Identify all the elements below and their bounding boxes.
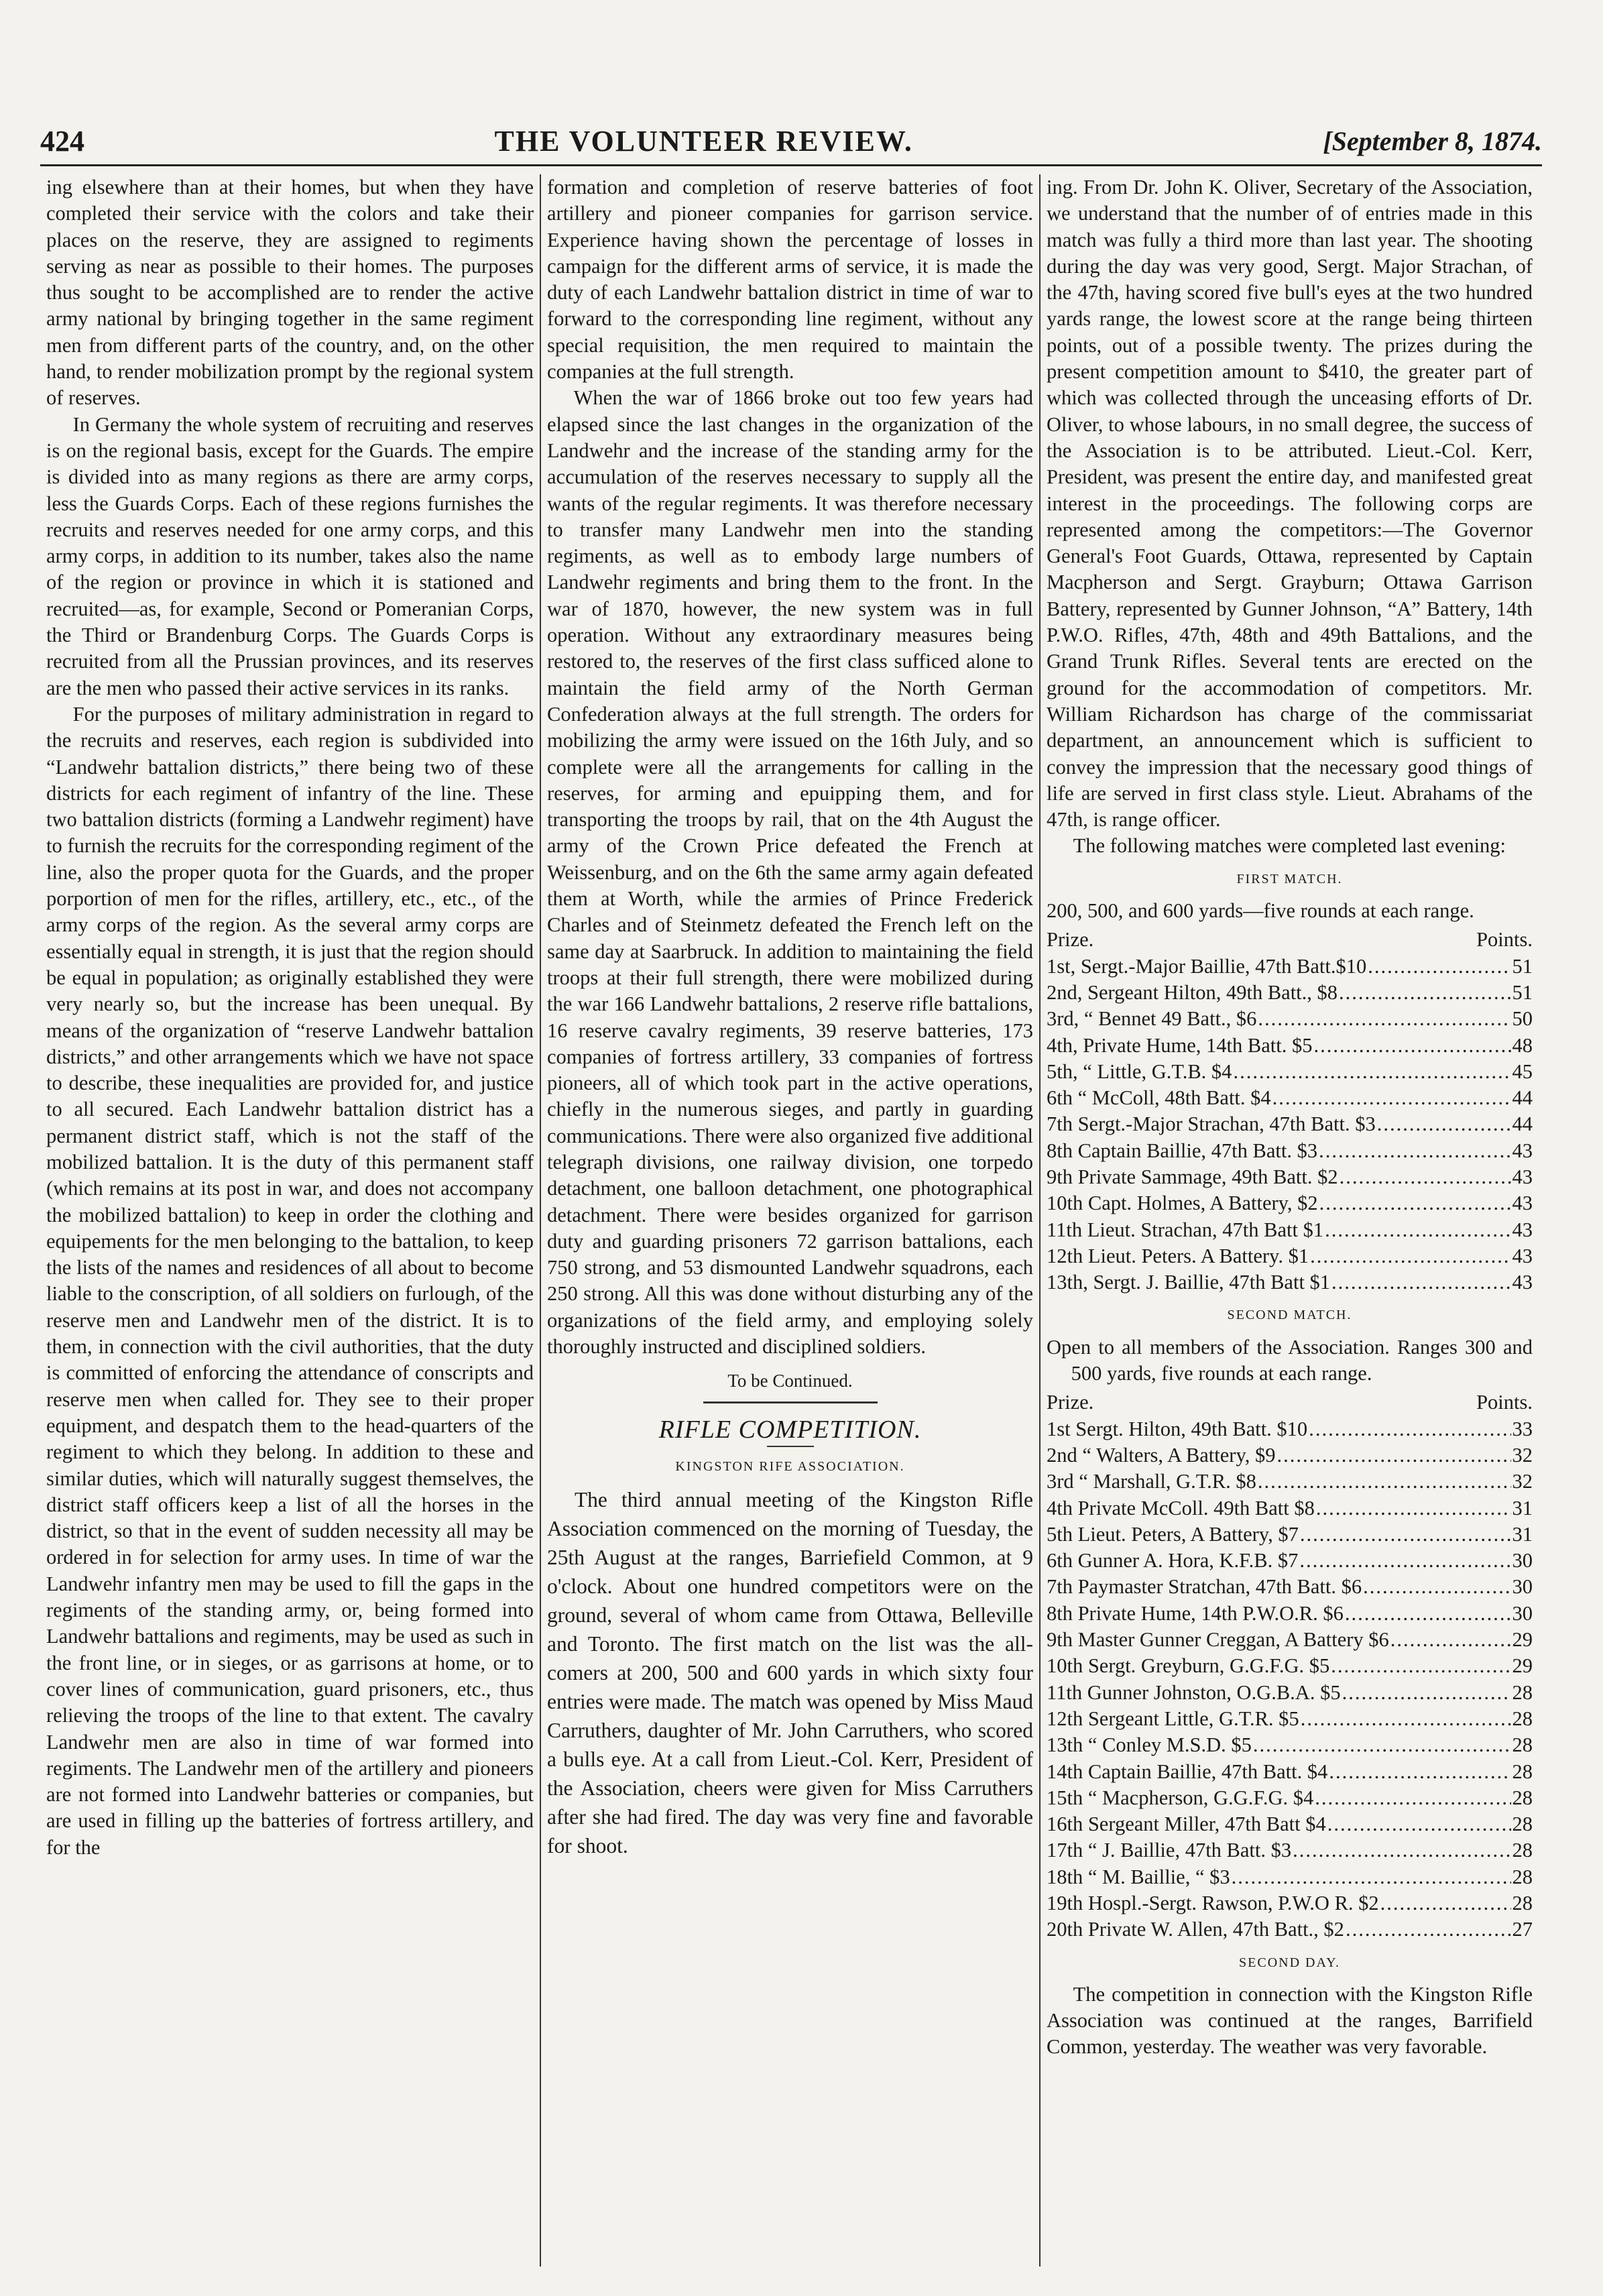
prize-entry: 18th “ M. Baillie, “ $3 [1047, 1865, 1230, 1888]
issue-date: [September 8, 1874. [1323, 125, 1542, 156]
prize-entry: 3rd “ Marshall, G.T.R. $8 [1047, 1470, 1256, 1493]
prize-entry: 10th Capt. Holmes, A Battery, $2 [1047, 1192, 1318, 1215]
to-be-continued: To be Continued. [727, 1371, 853, 1391]
paragraph: ing elsewhere than at their homes, but when they have completed their service with the colors and take their places on the reserve, they are assigned to regiments serving as near as possible to their homes. The purposes thus sought to be accomplished are to render the active army national by bringing together in the same regiment men from different parts of the country, and, on the other hand, to render mobilization prompt by the regional system of reserves. [46, 176, 534, 410]
first-match-prize-list [1047, 954, 1533, 1296]
prize-entry: 13th “ Conley M.S.D. $5 [1047, 1733, 1252, 1757]
prize-points: 30 [1512, 1575, 1533, 1599]
prize-label: Prize. [1047, 1391, 1094, 1414]
prize-points: 43 [1512, 1192, 1533, 1215]
subheading: KINGSTON RIFE ASSOCIATION. [675, 1458, 905, 1474]
prize-points: 28 [1512, 1760, 1533, 1783]
paragraph: formation and completion of reserve batteries of foot artillery and pioneer companies for garrison service. Experience having shown the percentage of losses in campaign for the different arms of service, it is made the duty of each Landwehr battalion district in time of war to forward to the corresponding line regiment, without any special requisition, the men required to maintain the companies at the full strength. [547, 176, 1033, 384]
leader-dots [1390, 1627, 1511, 1653]
prize-entry: 20th Private W. Allen, 47th Batt., $2 [1047, 1918, 1344, 1941]
prize-row [1047, 1190, 1533, 1216]
prize-entry: 12th Sergeant Little, G.T.R. $5 [1047, 1707, 1299, 1730]
column-1 [40, 174, 540, 2266]
prize-row [1047, 1138, 1533, 1164]
prize-row [1047, 1006, 1533, 1032]
prize-entry: 5th, “ Little, G.T.B. $4 [1047, 1059, 1232, 1083]
prize-entry: 14th Captain Baillie, 47th Batt. $4 [1047, 1760, 1328, 1783]
prize-points: 27 [1512, 1918, 1533, 1941]
leader-dots [1315, 1785, 1510, 1811]
column-2 [540, 174, 1039, 2266]
prize-entry: 6th Gunner A. Hora, K.F.B. $7 [1047, 1549, 1299, 1572]
prize-row [1047, 1732, 1533, 1758]
points-label: Points. [1476, 928, 1533, 952]
prize-entry: 2nd, Sergeant Hilton, 49th Batt., $8 [1047, 980, 1338, 1004]
prize-label: Prize. [1047, 928, 1094, 952]
leader-dots [1342, 1680, 1511, 1706]
leader-dots [1277, 1442, 1510, 1469]
leader-dots [1346, 1916, 1511, 1943]
prize-row [1047, 1548, 1533, 1574]
paragraph: The following matches were completed last evening: [1073, 834, 1506, 858]
prize-points: 43 [1512, 1139, 1533, 1162]
leader-dots [1310, 1243, 1510, 1269]
prize-row [1047, 1269, 1533, 1296]
prize-points: 45 [1512, 1059, 1533, 1083]
prize-row [1047, 1706, 1533, 1732]
prize-entry: 7th Sergt.-Major Strachan, 47th Batt. $3 [1047, 1112, 1376, 1136]
prize-row [1047, 1653, 1533, 1679]
prize-row [1047, 1033, 1533, 1059]
leader-dots [1325, 1217, 1510, 1243]
prize-points: 33 [1512, 1417, 1533, 1440]
prize-row [1047, 1574, 1533, 1600]
leader-dots [1319, 1138, 1510, 1164]
leader-dots [1380, 1890, 1511, 1916]
leader-dots [1253, 1732, 1511, 1758]
leader-dots [1319, 1190, 1511, 1216]
leader-dots [1377, 1111, 1511, 1137]
prize-entry: 6th “ McColl, 48th Batt. $4 [1047, 1086, 1271, 1110]
prize-entry: 17th “ J. Baillie, 47th Batt. $3 [1047, 1839, 1292, 1862]
leader-dots [1329, 1759, 1510, 1785]
prize-row [1047, 1469, 1533, 1495]
prize-points: 44 [1512, 1086, 1533, 1110]
prize-points: 31 [1512, 1522, 1533, 1546]
paragraph: ing. From Dr. John K. Oliver, Secretary of the Association, we understand that the number of of entries made in this match was fully a third more than last year. The shooting during the day was very good, Sergt. Major Strachan, of the 47th, having scored five bull's eyes at the two hundred yards range, the lowest score at the range being thirteen points, out of a possible twenty. The prizes during the present competition amount to $410, the greater part of which was collected through the unceasing efforts of Dr. Oliver, to whose labours, in no small degree, the success of the Association is to be attributed. Lieut.-Col. Kerr, President, was present the entire day, and manifested great interest in the proceedings. The following corps are represented among the competitors:—The Governor General's Foot Guards, Ottawa, represented by Captain Macpherson and Sergt. Grayburn; Ottawa Garrison Battery, represented by Gunner Johnson, “A” Battery, 14th P.W.O. Rifles, 47th, 48th and 49th Battalions, and the Grand Trunk Rifles. Several tents are erected on the ground for the accommodation of competitors. Mr. William Richardson has charge of the commissariat department, an announcement which is sufficient to convey the impression that the necessary good things of life are served in first class style. Lieut. Abrahams of the 47th, is range officer. [1047, 176, 1533, 831]
page-header [40, 117, 1542, 166]
prize-points: 28 [1512, 1892, 1533, 1914]
paragraph: For the purposes of military administration in regard to the recruits and reserves, each region is subdivided into “Landwehr battalion districts,” there being two of these districts for each regiment of infantry of the line. These two battalion districts (forming a Landwehr regiment) have to furnish the recruits for the corresponding regiment of the line, also the proper quota for the Guards, and the proper porportion of men for the rifles, artillery, etc., etc., of the army corps of the region. As the several army corps are essentially equal in strength, it is just that the region should be equal in population; as originally established they were very nearly so, but the increase has been unequal. By means of the organization of “reserve Landwehr battalion districts,” and other arrangements which we have not space to describe, these inequalities are provided for, and justice to all secured. Each Landwehr battalion district has a permanent district staff, which is not the staff of the mobilized battalion. It is the duty of this permanent staff (which remains at its post in war, and does not accompany the mobilized battalion) to keep in order the clothing and equipements for the men belonging to the battalion, to keep the lists of the names and residences of all about to become liable to the conscription, of all soldiers on furlough, of the reserve men and Landwehr men of the district. It is to them, in connection with the civil authorities, that the duty is committed of enforcing the attendance of conscripts and reserve men when called for. They see to their proper equipment, and despatch them to the head-quarters of the regiment to which they belong. In addition to these and similar duties, which will naturally suggest themselves, the district staff officers keep a list of all the horses in the district, so that in the event of sudden necessity all may be ordered in for selection for army uses. In time of war the Landwehr infantry men may be used to fill the gaps in the regiments of the standing army, or, being formed into Landwehr battalions and regiments, may be used as such in the front line, or in sieges, or as garrisons at home, or to cover lines of communication, guard prisoners, etc., thus relieving the troops of the line to that extent. The cavalry Landwehr men are also in time of war formed into regiments. The Landwehr men of the artillery and pioneers are not formed into Landwehr batteries or companies, but are used in filling up the batteries of fortress artillery, and for the [46, 702, 534, 1859]
page-number: 424 [40, 124, 84, 158]
prize-points: 28 [1512, 1786, 1533, 1809]
leader-dots [1331, 1653, 1510, 1679]
leader-dots [1363, 1574, 1510, 1600]
leader-dots [1309, 1416, 1510, 1442]
prize-row [1047, 954, 1533, 980]
prize-points: 43 [1512, 1271, 1533, 1294]
prize-points: 43 [1512, 1165, 1533, 1188]
title-underline [767, 1446, 814, 1447]
prize-list-header [1047, 1389, 1533, 1416]
prize-row [1047, 1416, 1533, 1442]
prize-points: 32 [1512, 1470, 1533, 1493]
leader-dots [1368, 954, 1510, 980]
points-label: Points. [1476, 1391, 1533, 1414]
prize-points: 51 [1512, 954, 1533, 978]
leader-dots [1331, 1269, 1510, 1296]
prize-entry: 13th, Sergt. J. Baillie, 47th Batt $1 [1047, 1271, 1331, 1294]
leader-dots [1258, 1006, 1510, 1032]
columns [40, 174, 1542, 2266]
prize-list-header [1047, 927, 1533, 953]
paragraph: When the war of 1866 broke out too few years had elapsed since the last changes in the organization of the Landwehr and the increase of the standing army for the accumulation of the reserves necessary to supply all the wants of the regular regiments. It was therefore necessary to transfer many Landwehr men into the standing regiments, as well as to embody large numbers of Landwehr regiments and bring them to the front. In the war of 1870, however, the new system was in full operation. Without any extraordinary measures being restored to, the reserves of the first class sufficed alone to maintain the field army of the North German Confederation always at the full strength. The orders for mobilizing the army were issued on the 16th July, and so complete were all the arrangements for calling in the reserves, for arming and epuipping them, and for transporting the troops by rail, that on the 4th August the army of the Crown Price defeated the French at Weissenburg, and on the 6th the same army again defeated them at Worth, while the armies of Prince Frederick Charles and of Steinmetz defeated the French left on the same day at Saarbruck. In addition to maintaining the field troops at their full strength, there were mobilized during the war 166 Landwehr battalions, 2 reserve rifle battalions, 16 reserve cavalry regiments, 39 reserve batteries, 173 companies of fortress artillery, 33 companies of fortress pioneers, all of which took part in the active operations, chiefly in the numerous sieges, and partly in guarding communications. There were also organized five additional telegraph divisions, one railway division, one torpedo detachment, one balloon detachment, one photographical detachment. There were besides organized for garrison duty and guarding prisoners 72 garrison battalions, each 750 strong, and 53 dismounted Landwehr squadrons, each 250 strong. All this was done without disturbing any of the organizations of the field army, and employing solely thoroughly instructed and disciplined soldiers. [547, 386, 1033, 1359]
paragraph: The competition in connection with the Kingston Rifle Association was continued at the ranges, Barrifield Common, yesterday. The weather was very favorable. [1047, 1982, 1533, 2059]
first-match-description: 200, 500, and 600 yards—five rounds at each range. [1047, 899, 1474, 923]
prize-row [1047, 1890, 1533, 1916]
prize-entry: 3rd, “ Bennet 49 Batt., $6 [1047, 1007, 1257, 1031]
first-match-heading: FIRST MATCH. [1236, 871, 1343, 886]
prize-row [1047, 1627, 1533, 1653]
leader-dots [1313, 1033, 1510, 1059]
leader-dots [1258, 1469, 1511, 1495]
prize-entry: 4th, Private Hume, 14th Batt. $5 [1047, 1033, 1313, 1057]
leader-dots [1301, 1706, 1511, 1732]
section-divider [703, 1401, 878, 1403]
prize-points: 29 [1512, 1654, 1533, 1678]
leader-dots [1345, 1601, 1511, 1627]
prize-points: 43 [1512, 1218, 1533, 1241]
prize-row [1047, 1217, 1533, 1243]
prize-entry: 2nd “ Walters, A Battery, $9 [1047, 1443, 1276, 1467]
second-day-heading: SECOND DAY. [1239, 1955, 1340, 1970]
prize-row [1047, 1601, 1533, 1627]
prize-entry: 5th Lieut. Peters, A Battery, $7 [1047, 1522, 1299, 1546]
newspaper-page [40, 117, 1542, 2270]
prize-points: 28 [1512, 1839, 1533, 1862]
leader-dots [1300, 1522, 1511, 1548]
prize-points: 43 [1512, 1244, 1533, 1267]
prize-points: 51 [1512, 980, 1533, 1004]
prize-entry: 19th Hospl.-Sergt. Rawson, P.W.O R. $2 [1047, 1892, 1379, 1914]
prize-points: 29 [1512, 1628, 1533, 1652]
leader-dots [1299, 1548, 1510, 1574]
prize-row [1047, 1522, 1533, 1548]
leader-dots [1293, 1837, 1510, 1863]
prize-entry: 10th Sergt. Greyburn, G.G.F.G. $5 [1047, 1654, 1330, 1678]
prize-entry: 4th Private McColl. 49th Batt $8 [1047, 1496, 1315, 1519]
column-3 [1039, 174, 1539, 2266]
second-match-description: Open to all members of the Association. Ranges 300 and 500 yards, five rounds at each range. [1047, 1335, 1533, 1385]
leader-dots [1272, 1085, 1511, 1111]
prize-row [1047, 1837, 1533, 1863]
prize-points: 30 [1512, 1549, 1533, 1572]
prize-row [1047, 1864, 1533, 1890]
prize-points: 32 [1512, 1443, 1533, 1467]
prize-entry: 16th Sergeant Miller, 47th Batt $4 [1047, 1813, 1326, 1836]
prize-entry: 11th Lieut. Strachan, 47th Batt $1 [1047, 1218, 1324, 1241]
prize-row [1047, 1164, 1533, 1190]
prize-entry: 8th Private Hume, 14th P.W.O.R. $6 [1047, 1601, 1344, 1625]
prize-row [1047, 1059, 1533, 1085]
prize-row [1047, 1495, 1533, 1522]
prize-row [1047, 1243, 1533, 1269]
prize-points: 28 [1512, 1813, 1533, 1836]
second-match-prize-list [1047, 1416, 1533, 1943]
prize-entry: 12th Lieut. Peters. A Battery. $1 [1047, 1244, 1309, 1267]
masthead-title: THE VOLUNTEER REVIEW. [494, 124, 913, 158]
prize-entry: 11th Gunner Johnston, O.G.B.A. $5 [1047, 1680, 1341, 1704]
prize-entry: 7th Paymaster Stratchan, 47th Batt. $6 [1047, 1575, 1362, 1599]
leader-dots [1327, 1811, 1511, 1837]
leader-dots [1316, 1495, 1511, 1522]
prize-points: 31 [1512, 1496, 1533, 1519]
prize-row [1047, 1085, 1533, 1111]
leader-dots [1232, 1864, 1511, 1890]
prize-entry: 9th Master Gunner Creggan, A Battery $6 [1047, 1628, 1389, 1652]
prize-row [1047, 1442, 1533, 1469]
prize-points: 28 [1512, 1707, 1533, 1730]
prize-points: 30 [1512, 1601, 1533, 1625]
prize-points: 48 [1512, 1033, 1533, 1057]
prize-points: 28 [1512, 1733, 1533, 1757]
prize-entry: 1st Sergt. Hilton, 49th Batt. $10 [1047, 1417, 1308, 1440]
paragraph: In Germany the whole system of recruiting and reserves is on the regional basis, except for the Guards. The empire is divided into as many regions as there are army corps, less the Guards Corps. Each of these regions furnishes the recruits and reserves needed for one army corps, and this army corps, in addition to its number, takes also the name of the region or province in which it is stationed and recruited—as, for example, Second or Pomeranian Corps, the Third or Brandenburg Corps. The Guards Corps is recruited from all the Prussian provinces, and its reserves are the men who passed their active services in its ranks. [46, 412, 534, 699]
prize-row [1047, 1759, 1533, 1785]
prize-row [1047, 1785, 1533, 1811]
second-match-heading: SECOND MATCH. [1227, 1308, 1352, 1323]
prize-row [1047, 980, 1533, 1006]
leader-dots [1339, 980, 1510, 1006]
prize-row [1047, 1111, 1533, 1137]
prize-entry: 8th Captain Baillie, 47th Batt. $3 [1047, 1139, 1318, 1162]
leader-dots [1233, 1059, 1510, 1085]
prize-points: 44 [1512, 1112, 1533, 1136]
prize-row [1047, 1916, 1533, 1943]
prize-entry: 9th Private Sammage, 49th Batt. $2 [1047, 1165, 1338, 1188]
prize-points: 50 [1512, 1007, 1533, 1031]
section-title: RIFLE COMPETITION. [658, 1415, 922, 1444]
paragraph: The third annual meeting of the Kingston Rifle Association commenced on the morning of Tuesday, the 25th August at the ranges, Barriefield Common, at 9 o'clock. About one hundred competitors were on the ground, several of whom came from Ottawa, Belleville and Toronto. The first match on the list was the all-comers at 200, 500 and 600 yards in which sixty four entries were made. The match was opened by Miss Maud Carruthers, daughter of Mr. John Carruthers, who scored a bulls eye. At a call from Lieut.-Col. Kerr, President of the Association, cheers were given for Miss Carruthers after she had fired. The day was very fine and favorable for shoot. [547, 1488, 1033, 1858]
prize-row [1047, 1811, 1533, 1837]
prize-points: 28 [1512, 1865, 1533, 1888]
prize-points: 28 [1512, 1680, 1533, 1704]
article-body [547, 1485, 1033, 1860]
prize-entry: 1st, Sergt.-Major Baillie, 47th Batt.$10 [1047, 954, 1367, 978]
leader-dots [1340, 1164, 1511, 1190]
prize-entry: 15th “ Macpherson, G.G.F.G. $4 [1047, 1786, 1314, 1809]
prize-row [1047, 1680, 1533, 1706]
